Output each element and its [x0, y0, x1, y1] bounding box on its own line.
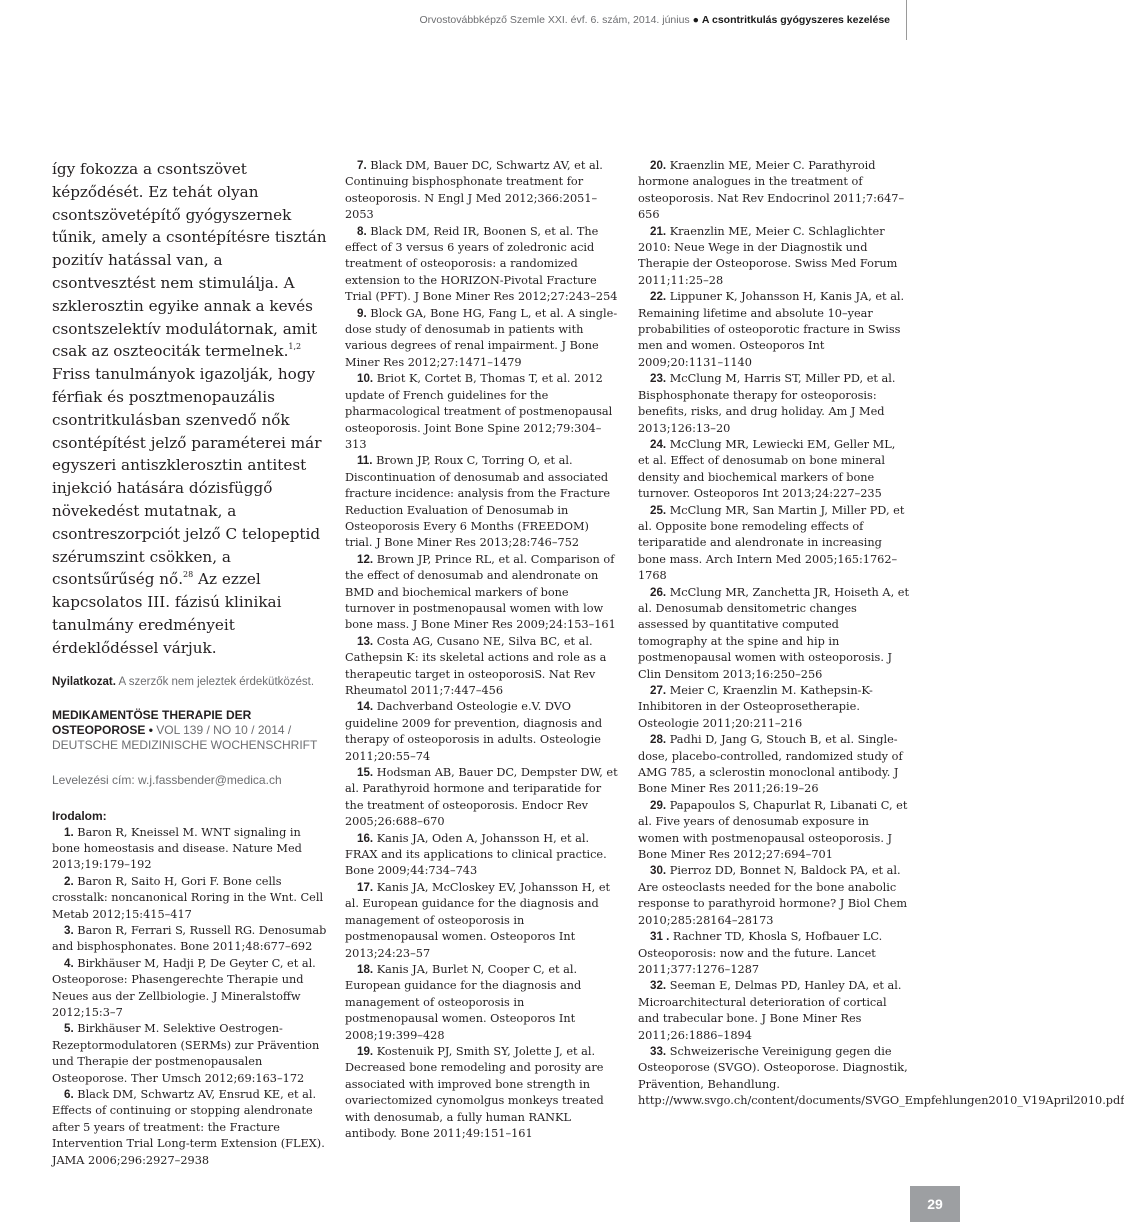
reference-item [345, 306, 620, 372]
body-text-part: így fokozza a csontszövet képződését. Ez tehát olyan csontszövetépítő gyógyszernek tűnik, amely a csontépítésre tisztán pozitív hatással van, a csontvesztést nem stimulálja. A szklerosztin egyike annak a kevés csontszelektív modulátornak, amit csak az oszteociták termelnek. [52, 160, 327, 361]
reference-text: Pierroz DD, Bonnet N, Baldock PA, et al. Are osteoclasts needed for the bone anabolic response to parathyroid hormone? J Biol Chem 2010;285:28164–28173 [638, 864, 908, 927]
reference-item [345, 371, 620, 453]
reference-item [638, 158, 910, 224]
reference-text: Papapoulos S, Chapurlat R, Libanati C, et al. Five years of denosumab exposure in women with postmenopausal osteoporosis. J Bone Miner Res 2012;27:694–701 [638, 798, 908, 862]
reference-number: 20. [650, 159, 667, 172]
contact-address: Levelezési cím: w.j.fassbender@medica.ch [52, 772, 282, 787]
reference-text: McClung MR, Zanchetta JR, Hoiseth A, et al. Denosumab densitometric changes assessed by quantitative computed tomography at the spine and hip in postmenopausal women with osteoporosis. J Clin Densitom 2013;16:250–256 [638, 585, 909, 681]
reference-number: 7. [357, 159, 367, 172]
column-middle [345, 158, 620, 1142]
reference-text: McClung MR, San Martin J, Miller PD, et al. Opposite bone remodeling effects of teriparatide and alendronate in increasing bone mass. Arch Intern Med 2005;165:1762–1768 [638, 503, 905, 583]
reference-item [345, 880, 620, 962]
reference-number: 33. [650, 1044, 667, 1058]
reference-number: 16. [357, 831, 374, 845]
reference-item [638, 224, 910, 290]
reference-text: Briot K, Cortet B, Thomas T, et al. 2012 update of French guidelines for the pharmacological treatment of postmenopausal osteoporosis. Joint Bone Spine 2012;79:304–313 [345, 372, 613, 451]
reference-text: Dachverband Osteologie e.V. DVO guideline 2009 for prevention, diagnosis and therapy of osteoporosis in adults. Osteologie 2011;20:55–74 [345, 700, 603, 763]
reference-item [638, 732, 910, 798]
reference-text: Block GA, Bone HG, Fang L, et al. A single-dose study of denosumab in patients with various degrees of renal impairment. J Bone Miner Res 2012;27:1471–1479 [345, 306, 618, 369]
reference-item [345, 962, 620, 1044]
reference-item [638, 289, 910, 371]
reference-item [638, 863, 910, 929]
reference-number: 27. [650, 684, 667, 697]
body-text-part: Friss tanulmányok igazolják, hogy férfiak és posztmenopauzális csontritkulásban szenvedő nők csontépítést jelző paraméterei már egyszeri antiszklerosztin antitest injekció hatására dózisfüggő növekedést mutatnak, a csontreszorpciót jelző C telopeptid szérumszint csökken, a csontsűrűség nő. [52, 365, 322, 589]
reference-item [52, 874, 330, 923]
reference-item [52, 956, 330, 1022]
reference-number: 11. [357, 454, 373, 468]
reference-number: 19. [357, 1044, 374, 1058]
reference-item [638, 371, 910, 437]
reference-number: 10. [357, 372, 374, 386]
reference-text: Black DM, Schwartz AV, Ensrud KE, et al. Effects of continuing or stopping alendronate after 5 years of treatment: the Fracture Intervention Trial Long-term Extension (FLEX). JAMA 2006;296:2927–2938 [52, 1088, 325, 1167]
reference-item [638, 798, 910, 864]
declaration [52, 676, 330, 688]
reference-number: 6. [64, 1088, 74, 1102]
bullet-icon: ● [692, 14, 699, 26]
reference-item [345, 831, 620, 880]
reference-item [52, 923, 330, 956]
reference-text: Hodsman AB, Bauer DC, Dempster DW, et al. Parathyroid hormone and teriparatide for the treatment of osteoporosis. Endocr Rev 2005;26:688–670 [345, 766, 618, 829]
reference-number: 2. [64, 874, 74, 888]
reference-text: Kraenzlin ME, Meier C. Schlaglichter 2010: Neue Wege in der Diagnostik und Therapie der Osteoporose. Swiss Med Forum 2011;11:25–28 [638, 224, 898, 287]
declaration-text: A szerzők nem jeleztek érdekütközést. [115, 675, 315, 688]
reference-text: Kostenuik PJ, Smith SY, Jolette J, et al. Decreased bone remodeling and porosity are associated with improved bone strength in ovariectomized cynomolgus monkeys treated with denosumab, a fully human RANKL antibody. Bone 2011;49:151–161 [345, 1044, 604, 1140]
reference-number: 4. [64, 956, 74, 970]
reference-text: Birkhäuser M. Selektive Oestrogen-Rezeptormodulatoren (SERMs) zur Prävention und Therapie der postmenopausalen Osteoporose. Ther Umsch 2012;69:163–172 [52, 1022, 320, 1085]
reference-item [52, 1021, 330, 1087]
reference-number: 29. [650, 798, 667, 812]
running-head-title: A csontritkulás gyógyszeres kezelése [701, 14, 890, 26]
reference-number: 17. [357, 880, 374, 894]
reference-number: 3. [64, 923, 74, 937]
reference-number: 23. [650, 372, 667, 386]
reference-item [638, 929, 910, 978]
reference-item [345, 552, 620, 634]
reference-text: Padhi D, Jang G, Stouch B, et al. Single-dose, placebo-controlled, randomized study of AMG 785, a sclerostin monoclonal antibody. J Bone Miner Res 2011;26:19–26 [638, 733, 903, 796]
reference-list-part-2 [345, 158, 620, 1142]
reference-item [345, 634, 620, 700]
reference-text: Black DM, Reid IR, Boonen S, et al. The effect of 3 versus 6 years of zoledronic acid treatment of osteoporosis: a randomized extension to the HORIZON-Pivotal Fracture Trial (PFT). J Bone Miner Res 2012;27:243–254 [345, 224, 618, 304]
reference-number: 26. [650, 585, 667, 599]
journal-reference-details: VOL 139 / NO 10 / 2014 / DEUTSCHE MEDIZINISCHE WOCHENSCHRIFT [52, 722, 318, 752]
reference-item [345, 699, 620, 765]
reference-text: Baron R, Saito H, Gori F. Bone cells crosstalk: noncanonical Roring in the Wnt. Cell Metab 2012;15:415–417 [52, 874, 324, 921]
reference-number: 8. [357, 224, 367, 238]
reference-item [638, 978, 910, 1044]
reference-item [52, 1087, 330, 1169]
reference-number: 1. [64, 825, 74, 839]
reference-number: 9. [357, 306, 367, 320]
reference-item [345, 453, 620, 551]
reference-text: Kraenzlin ME, Meier C. Parathyroid hormone analogues in the treatment of osteoporosis. Nat Rev Endocrinol 2011;7:647–656 [638, 159, 905, 222]
reference-number: 25. [650, 503, 667, 517]
journal-reference [52, 708, 330, 753]
reference-text: Rachner TD, Khosla S, Hofbauer LC. Osteoporosis: now and the future. Lancet 2011;377:1276–1287 [638, 930, 883, 976]
body-text-part: Az ezzel kapcsolatos III. fázisú klinikai tanulmány eredményeit érdeklődéssel várjuk. [52, 570, 282, 657]
reference-text: Schweizerische Vereinigung gegen die Osteoporose (SVGO). Osteoporose. Diagnostik, Prävention, Behandlung. http://www.svgo.ch/content/documents/SVGO_Empfehlungen2010_V19April2010.pdf [638, 1044, 1124, 1108]
references-heading: Irodalom: [52, 808, 107, 823]
running-head [419, 14, 890, 26]
page-number: 29 [910, 1186, 960, 1222]
reference-number: 28. [650, 733, 667, 747]
body-paragraph [52, 158, 330, 660]
citation-superscript: 1,2 [288, 342, 302, 352]
reference-item [345, 158, 620, 224]
reference-item [345, 224, 620, 306]
reference-number: 22. [650, 290, 667, 304]
reference-number: 15. [357, 766, 374, 780]
reference-number: 24. [650, 437, 667, 451]
reference-item [345, 1044, 620, 1142]
reference-number: 12. [357, 552, 374, 566]
reference-text: Brown JP, Roux C, Torring O, et al. Discontinuation of denosumab and associated fracture incidence: analysis from the Fracture Reduction Evaluation of Denosumab in Osteoporosis Every 6 Months (FREEDOM) trial. J Bone Miner Res 2013;28:746–752 [345, 454, 611, 550]
reference-text: McClung M, Harris ST, Miller PD, et al. Bisphosphonate therapy for osteoporosis: benefits, risks, and drug holiday. Am J Med 2013;126:13–20 [638, 372, 896, 435]
reference-item [638, 683, 910, 732]
header-divider [906, 0, 907, 40]
reference-text: Black DM, Bauer DC, Schwartz AV, et al. Continuing bisphosphonate treatment for osteoporosis. N Engl J Med 2012;366:2051–2053 [345, 159, 603, 222]
reference-number: 21. [650, 224, 667, 238]
journal-bullet: • [145, 722, 157, 737]
reference-text: Kanis JA, Burlet N, Cooper C, et al. European guidance for the diagnosis and management of osteoporosis in postmenopausal women. Osteoporos Int 2008;19:399–428 [345, 962, 582, 1042]
declaration-label: Nyilatkozat. [52, 675, 116, 688]
journal-reference-title: MEDIKAMENTÖSE THERAPIE DER OSTEOPOROSE [52, 707, 252, 737]
reference-text: Brown JP, Prince RL, et al. Comparison of the effect of denosumab and alendronate on BMD and biochemical markers of bone turnover in postmenopausal women with low bone mass. J Bone Miner Res 2009;24:153–161 [345, 552, 616, 632]
reference-number: 31 . [650, 930, 670, 944]
reference-text: Seeman E, Delmas PD, Hanley DA, et al. Microarchitectural deterioration of cortical and trabecular bone. J Bone Miner Res 2011;26:1886–1894 [638, 979, 902, 1042]
reference-item [638, 585, 910, 683]
reference-text: Birkhäuser M, Hadji P, De Geyter C, et al. Osteoporose: Phasengerechte Therapie und Neues aus der Zellbiologie. J Mineralstoffw 2012;15:3–7 [52, 956, 316, 1019]
reference-text: Kanis JA, Oden A, Johansson H, et al. FRAX and its applications to clinical practice. Bone 2009;44:734–743 [345, 831, 607, 878]
reference-text: Baron R, Kneissel M. WNT signaling in bone homeostasis and disease. Nature Med 2013;19:179–192 [52, 825, 302, 872]
column-right [638, 158, 1124, 1110]
reference-number: 30. [650, 864, 667, 878]
reference-list-part-3 [638, 158, 1124, 1110]
reference-text: Meier C, Kraenzlin M. Kathepsin-K-Inhibitoren in der Osteoprosetherapie. Osteologie 2011;20:211–216 [638, 684, 873, 730]
reference-number: 13. [357, 634, 374, 648]
reference-text: Kanis JA, McCloskey EV, Johansson H, et al. European guidance for the diagnosis and management of osteoporosis in postmenopausal women. Osteoporos Int 2013;24:23–57 [345, 880, 611, 960]
reference-number: 14. [357, 700, 374, 714]
reference-text: Baron R, Ferrari S, Russell RG. Denosumab and bisphosphonates. Bone 2011;48:677–692 [52, 923, 327, 954]
column-left [52, 158, 330, 1169]
running-head-journal: Orvostovábbképző Szemle XXI. évf. 6. szám, 2014. június [419, 14, 690, 26]
reference-text: Costa AG, Cusano NE, Silva BC, et al. Cathepsin K: its skeletal actions and role as a therapeutic target in osteoporosiS. Nat Rev Rheumatol 2011;7:447–456 [345, 634, 607, 697]
reference-number: 32. [650, 979, 667, 993]
reference-item [345, 765, 620, 831]
reference-item [52, 825, 330, 874]
reference-item [638, 437, 910, 503]
reference-number: 5. [64, 1022, 74, 1036]
citation-superscript: 28 [183, 570, 194, 580]
reference-item [638, 1044, 1124, 1110]
reference-text: McClung MR, Lewiecki EM, Geller ML, et al. Effect of denosumab on bone mineral density and biochemical markers of bone turnover. Osteoporos Int 2013;24:227–235 [638, 437, 896, 501]
reference-number: 18. [357, 962, 374, 976]
reference-list-part-1 [52, 825, 330, 1170]
reference-item [638, 503, 910, 585]
reference-text: Lippuner K, Johansson H, Kanis JA, et al. Remaining lifetime and absolute 10–year probabilities of osteoporotic fracture in Swiss men and women. Osteoporos Int 2009;20:1131–1140 [638, 290, 905, 369]
